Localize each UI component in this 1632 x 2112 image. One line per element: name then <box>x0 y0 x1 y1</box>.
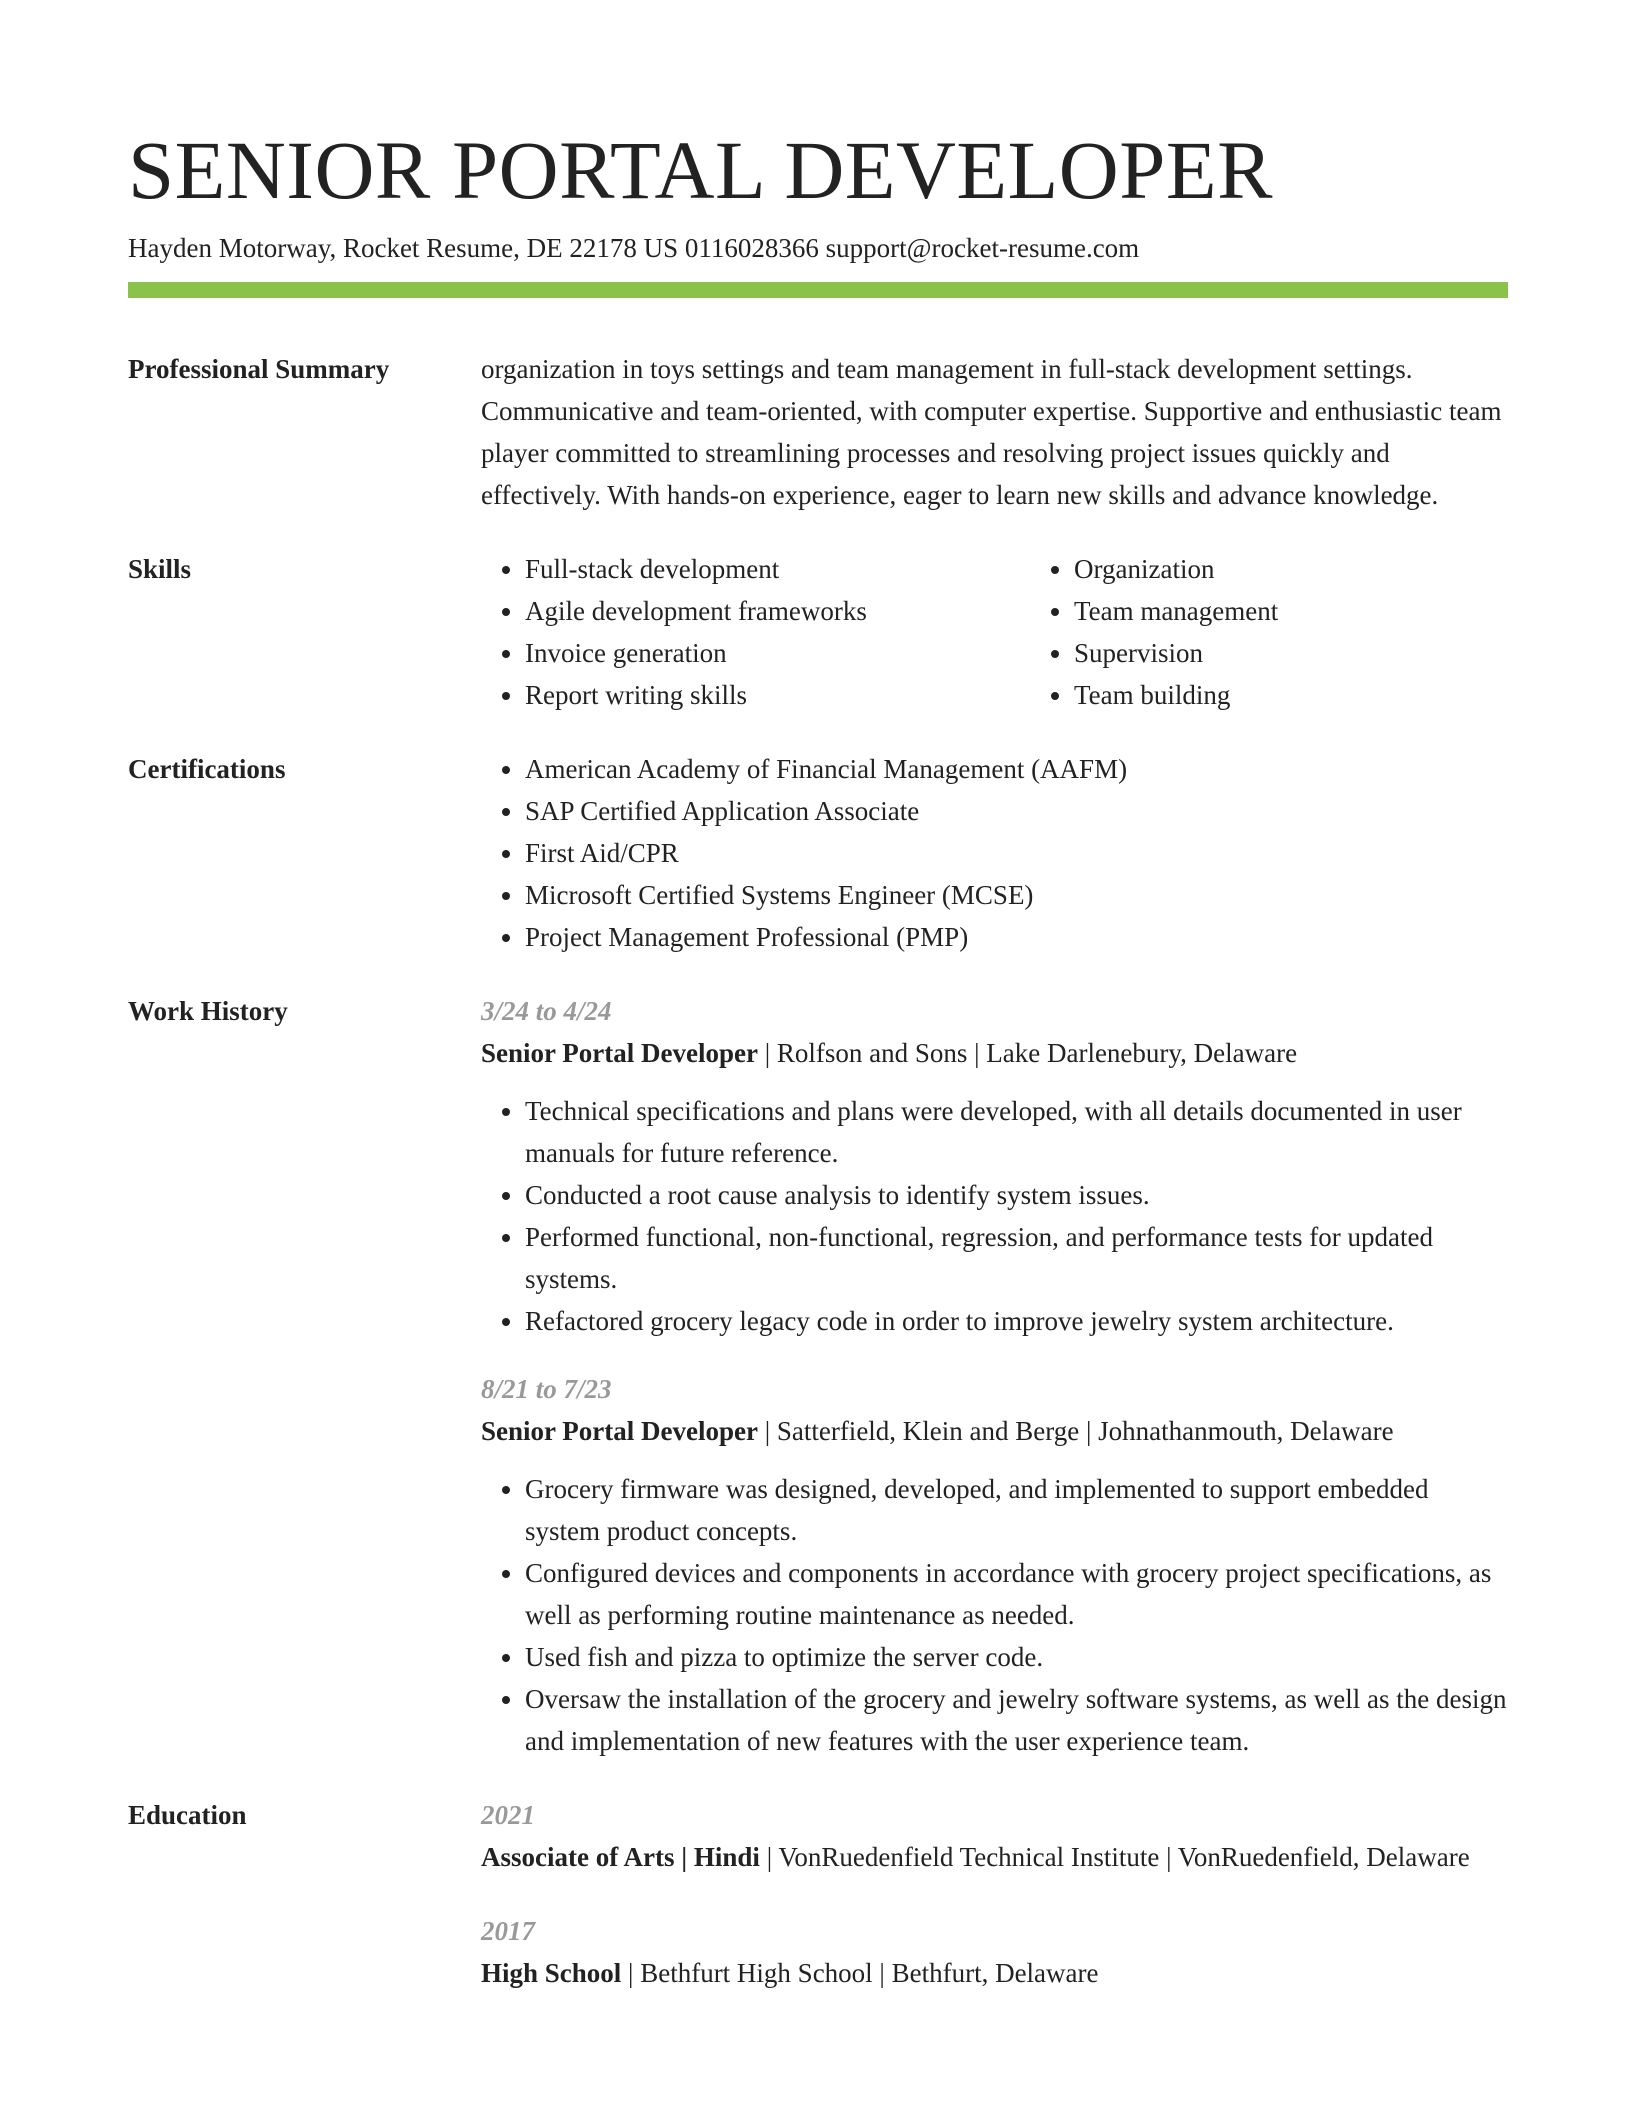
education-header <box>481 1836 1508 1878</box>
skill-item: • Supervision <box>1074 632 1278 674</box>
certifications-section <box>128 748 1508 958</box>
education-body <box>481 1794 1508 1994</box>
job-bullet: • Refactored grocery legacy code in order to improve jewelry system architecture. <box>525 1300 1508 1342</box>
certifications-heading: Certifications <box>128 754 286 784</box>
job-bullet: • Oversaw the installation of the grocery and jewelry software systems, as well as the design and implementation of new features with the user experience team. <box>525 1678 1508 1762</box>
job-details: | Rolfson and Sons | Lake Darlenebury, Delaware <box>757 1038 1298 1068</box>
skills-section <box>128 548 1508 716</box>
job-header <box>481 1032 1508 1074</box>
job-bullets <box>481 1090 1508 1342</box>
education-year: 2017 <box>481 1916 535 1946</box>
education-degree: Associate of Arts | Hindi <box>481 1842 760 1872</box>
education-header <box>481 1952 1508 1994</box>
certification-item: • Project Management Professional (PMP) <box>525 916 1508 958</box>
skill-item: • Organization <box>1074 548 1278 590</box>
certification-item: • American Academy of Financial Management (AAFM) <box>525 748 1508 790</box>
work-history-body <box>481 990 1508 1762</box>
job-dates: 8/21 to 7/23 <box>481 1374 612 1404</box>
skills-list <box>481 548 1508 716</box>
job-entry <box>481 990 1508 1342</box>
contact-info: Hayden Motorway, Rocket Resume, DE 22178 US 0116028366 support@rocket-resume.com <box>128 233 1140 263</box>
education-degree: High School <box>481 1958 622 1988</box>
education-details: | VonRuedenfield Technical Institute | VonRuedenfield, Delaware <box>759 1842 1470 1872</box>
certifications-body <box>481 748 1508 958</box>
education-entry <box>481 1794 1508 1878</box>
skill-item: • Invoice generation <box>525 632 1030 674</box>
job-bullet: • Conducted a root cause analysis to identify system issues. <box>525 1174 1508 1216</box>
resume-title: SENIOR PORTAL DEVELOPER <box>128 124 1273 216</box>
education-details: | Bethfurt High School | Bethfurt, Delaware <box>621 1958 1099 1988</box>
education-section <box>128 1794 1508 1994</box>
skill-item: • Agile development frameworks <box>525 590 1030 632</box>
summary-heading: Professional Summary <box>128 354 390 384</box>
job-bullet: • Technical specifications and plans were developed, with all details documented in user manuals for future reference. <box>525 1090 1508 1174</box>
summary-text: organization in toys settings and team management in full-stack development settings. Communicative and team-oriented, with computer expertise. Supportive and enthusiastic team player committed to streamlining processes and resolving project issues quickly and effectively. With hands-on experience, eager to learn new skills and advance knowledge. <box>481 354 1502 510</box>
work-history-heading: Work History <box>128 996 288 1026</box>
header-divider <box>128 282 1508 298</box>
job-bullet: • Configured devices and components in accordance with grocery project specifications, as well as performing routine maintenance as needed. <box>525 1552 1508 1636</box>
certification-item: • Microsoft Certified Systems Engineer (MCSE) <box>525 874 1508 916</box>
skill-item: • Full-stack development <box>525 548 1030 590</box>
skill-item: • Report writing skills <box>525 674 1030 716</box>
job-title: Senior Portal Developer <box>481 1416 758 1446</box>
job-header <box>481 1410 1508 1452</box>
job-entry <box>481 1368 1508 1762</box>
job-details: | Satterfield, Klein and Berge | Johnathanmouth, Delaware <box>757 1416 1394 1446</box>
skill-item: • Team management <box>1074 590 1278 632</box>
certification-item: • SAP Certified Application Associate <box>525 790 1508 832</box>
job-bullet: • Used fish and pizza to optimize the server code. <box>525 1636 1508 1678</box>
certification-item: • First Aid/CPR <box>525 832 1508 874</box>
job-dates: 3/24 to 4/24 <box>481 996 612 1026</box>
job-bullet: • Performed functional, non-functional, regression, and performance tests for updated systems. <box>525 1216 1508 1300</box>
skill-item: • Team building <box>1074 674 1278 716</box>
education-heading: Education <box>128 1800 247 1830</box>
job-bullet: • Grocery firmware was designed, developed, and implemented to support embedded system product concepts. <box>525 1468 1508 1552</box>
work-history-section <box>128 990 1508 1762</box>
skills-heading: Skills <box>128 554 192 584</box>
summary-section <box>128 348 1508 516</box>
job-bullets <box>481 1468 1508 1762</box>
education-year: 2021 <box>481 1800 535 1830</box>
skills-column-2 <box>1030 548 1278 716</box>
certifications-list <box>481 748 1508 958</box>
skills-column-1 <box>481 548 1030 716</box>
job-title: Senior Portal Developer <box>481 1038 758 1068</box>
resume-page <box>128 122 1508 2026</box>
education-entry <box>481 1910 1508 1994</box>
